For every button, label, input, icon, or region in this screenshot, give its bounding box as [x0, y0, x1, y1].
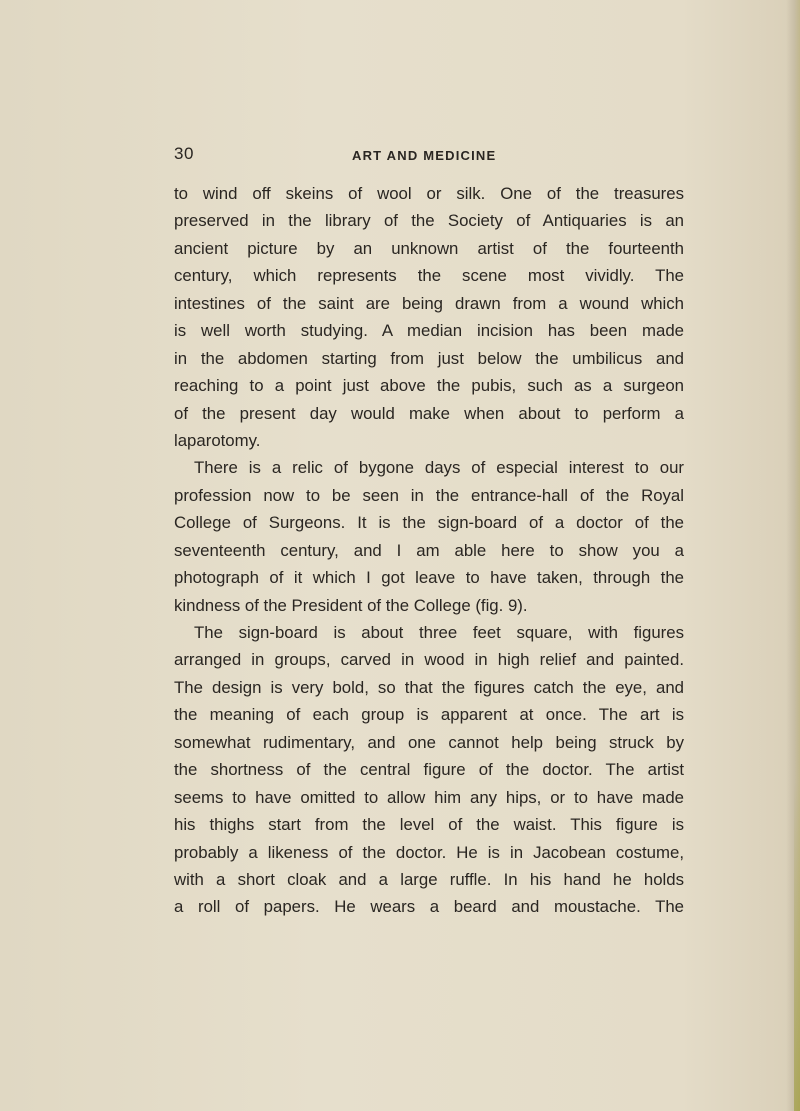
text-line: seventeenth century, and I am able here to show you a [174, 540, 684, 560]
text-line: to wind off skeins of wool or silk. One of the treasures [174, 184, 684, 203]
text-line: College of Surgeons. It is the sign-board of a doctor of the [174, 513, 684, 533]
text-line: the shortness of the central figure of the doctor. The artist [174, 760, 684, 780]
page-edge-stain [794, 781, 800, 1111]
text-line: with a short cloak and a large ruffle. In his hand he holds [174, 869, 684, 889]
body-text [174, 180, 684, 921]
text-line: intestines of the saint are being drawn from a wound which [174, 293, 684, 313]
text-line: kindness of the President of the College (fig. 9). [174, 595, 528, 615]
text-line: the meaning of each group is apparent at once. The art is [174, 705, 684, 725]
text-line: reaching to a point just above the pubis, such as a surgeon [174, 376, 684, 396]
text-line: preserved in the library of the Society of Antiquaries is an [174, 211, 684, 231]
text-line: probably a likeness of the doctor. He is in Jacobean costume, [174, 842, 684, 862]
text-line: of the present day would make when about to perform a [174, 403, 684, 423]
text-line: The sign-board is about three feet square, with figures [194, 623, 684, 642]
text-line: The design is very bold, so that the figures catch the eye, and [174, 677, 684, 697]
text-line: a roll of papers. He wears a beard and moustache. The [174, 897, 684, 917]
text-line: arranged in groups, carved in wood in high relief and painted. [174, 650, 684, 670]
text-line: somewhat rudimentary, and one cannot help being struck by [174, 732, 684, 752]
text-line: in the abdomen starting from just below the umbilicus and [174, 348, 684, 368]
running-title: ART AND MEDICINE [352, 148, 497, 163]
text-line: laparotomy. [174, 430, 261, 450]
page-number: 30 [174, 144, 194, 163]
text-line: profession now to be seen in the entrance-hall of the Royal [174, 485, 684, 505]
text-line: his thighs start from the level of the waist. This figure is [174, 815, 684, 835]
text-line: photograph of it which I got leave to have taken, through the [174, 568, 684, 588]
text-line: is well worth studying. A median incision has been made [174, 321, 684, 341]
text-line: seems to have omitted to allow him any hips, or to have made [174, 787, 684, 807]
text-line: There is a relic of bygone days of especial interest to our [194, 458, 684, 478]
text-line: century, which represents the scene most vividly. The [174, 266, 684, 286]
text-line: ancient picture by an unknown artist of the fourteenth [174, 238, 684, 258]
running-head [0, 144, 800, 168]
